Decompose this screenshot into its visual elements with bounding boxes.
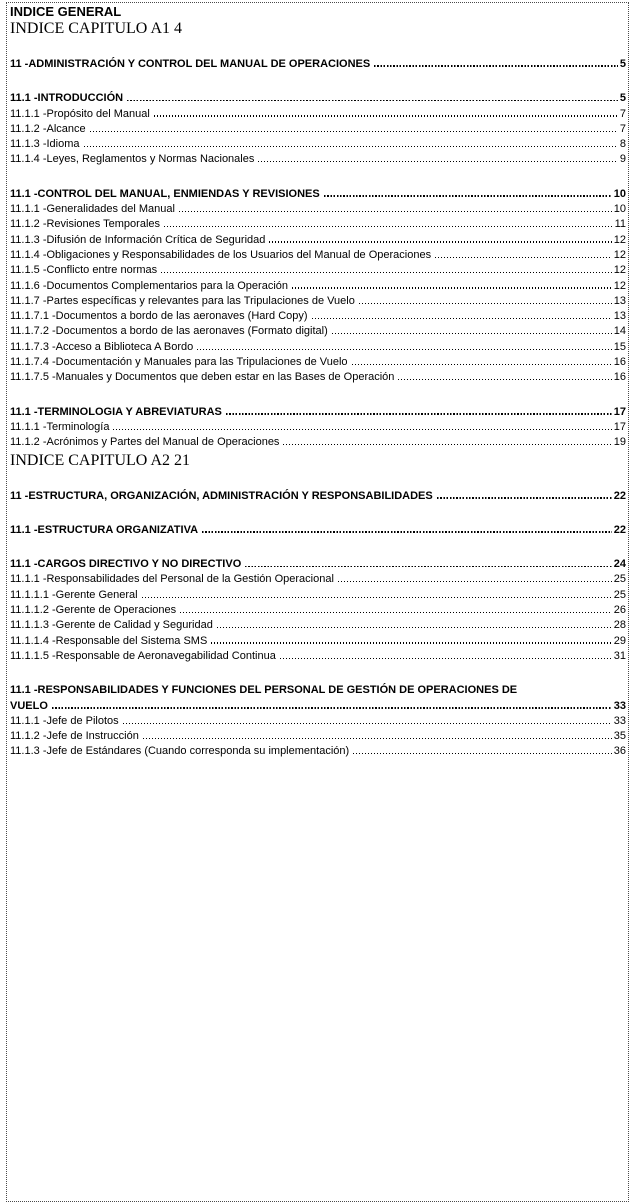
toc-entry-label: 11.1.7.5 -Manuales y Documentos que deben estar en las Bases de Operación	[10, 371, 395, 384]
toc-entry[interactable]	[10, 618, 626, 633]
toc-entry-label: 11.1.5 -Conflicto entre normas	[10, 264, 158, 277]
dotted-leader-icon	[202, 531, 612, 533]
dotted-leader-icon	[52, 707, 612, 709]
dotted-leader-icon	[180, 612, 612, 613]
toc-entry-label: 11.1.2 -Acrónimos y Partes del Manual de Operaciones	[10, 436, 280, 449]
toc-entry[interactable]	[10, 309, 626, 324]
toc-entry[interactable]	[10, 4, 626, 19]
toc-entry-page-number: 35	[613, 730, 626, 743]
text-boundary-border	[6, 2, 629, 1202]
toc-entry-label: 11.1.1 -Generalidades del Manual	[10, 203, 175, 216]
toc-entry-page-number: 14	[613, 325, 626, 338]
toc-entry[interactable]	[10, 152, 626, 167]
dotted-leader-icon	[437, 497, 612, 499]
dotted-leader-icon	[332, 333, 612, 334]
toc-entry[interactable]	[10, 370, 626, 385]
toc-entry-label: 11.1 -RESPONSABILIDADES Y FUNCIONES DEL PERSONAL DE GESTIÓN DE OPERACIONES DE	[10, 684, 518, 697]
toc-entry-page-number: 12	[613, 248, 626, 261]
toc-entry-label: 11.1.7.1 -Documentos a bordo de las aeronaves (Hard Copy)	[10, 310, 308, 323]
toc-entry-page-number: 5	[619, 58, 626, 70]
toc-entry-page-number: 19	[613, 436, 626, 449]
toc-entry-page-number: 9	[619, 153, 626, 166]
dotted-leader-icon	[283, 444, 611, 445]
toc-entry[interactable]	[10, 744, 626, 759]
toc-entry-page-number: 22	[613, 489, 626, 502]
toc-entry[interactable]	[10, 248, 626, 263]
dotted-leader-icon	[143, 738, 612, 739]
dotted-leader-icon	[359, 303, 612, 304]
toc-entry-label: 11.1.1 -Terminología	[10, 420, 110, 433]
dotted-leader-icon	[374, 65, 618, 67]
toc-entry[interactable]	[10, 355, 626, 370]
toc-entry-page-number: 7	[619, 107, 626, 120]
dotted-leader-icon	[211, 642, 611, 643]
toc-entry-label: 11.1.2 -Jefe de Instrucción	[10, 730, 139, 743]
toc-entry-label: VUELO	[10, 699, 48, 712]
toc-entry-label: 11.1.7 -Partes específicas y relevantes para las Tripulaciones de Vuelo	[10, 294, 355, 307]
toc-entry-page-number: 33	[613, 699, 626, 712]
toc-entry-label: 11.1.3 -Jefe de Estándares (Cuando corresponda su implementación)	[10, 745, 350, 758]
toc-entry[interactable]	[10, 137, 626, 152]
toc-entry-label: 11.1.1 -Jefe de Pilotos	[10, 714, 119, 727]
toc-entry-label: 11.1 -TERMINOLOGIA Y ABREVIATURAS	[10, 405, 222, 418]
toc-entry-page-number: 12	[613, 279, 626, 292]
toc-entry-page-number: 10	[613, 203, 626, 216]
dotted-leader-icon	[258, 161, 618, 162]
toc-entry[interactable]	[10, 649, 626, 664]
toc-entry[interactable]	[10, 489, 626, 504]
dotted-leader-icon	[324, 195, 612, 197]
toc-entry[interactable]	[10, 435, 626, 450]
toc-entry-page-number: 13	[613, 310, 626, 323]
toc-entry-page-number: 36	[613, 745, 626, 758]
dotted-leader-icon	[245, 566, 611, 568]
dotted-leader-icon	[226, 413, 612, 415]
dotted-leader-icon	[398, 379, 611, 380]
toc-entry[interactable]	[10, 324, 626, 339]
toc-entry-label: 11 -ADMINISTRACIÓN Y CONTROL DEL MANUAL DE OPERACIONES	[10, 58, 371, 70]
dotted-leader-icon	[142, 597, 612, 598]
toc-entry[interactable]	[10, 634, 626, 649]
toc-entry[interactable]	[10, 340, 626, 355]
dotted-leader-icon	[338, 581, 612, 582]
toc-entry-label: 11.1.2 -Alcance	[10, 122, 86, 135]
toc-entry-label: 11.1 -ESTRUCTURA ORGANIZATIVA	[10, 523, 199, 536]
toc-entry-label: 11.1.7.3 -Acceso a Biblioteca A Bordo	[10, 340, 194, 353]
toc-entry-label: 11.1.3 -Idioma	[10, 138, 80, 151]
toc-entry-page-number: 7	[619, 122, 626, 135]
toc-entry-page-number: 22	[613, 523, 626, 536]
toc-entry-page-number: 28	[613, 619, 626, 632]
toc-entry[interactable]	[10, 122, 626, 137]
dotted-leader-icon	[292, 287, 612, 288]
toc-entry-label: 11.1.6 -Documentos Complementarios para la Operación	[10, 279, 288, 292]
toc-entry-page-number: 33	[613, 714, 626, 727]
toc-entry-label: 11.1.1.5 -Responsable de Aeronavegabilidad Continua	[10, 649, 276, 662]
dotted-leader-icon	[269, 241, 611, 242]
dotted-leader-icon	[113, 429, 611, 430]
toc-entry[interactable]	[10, 523, 626, 538]
dotted-leader-icon	[164, 226, 613, 227]
toc-entry[interactable]	[10, 233, 626, 248]
toc-entry-label: 11.1.4 -Obligaciones y Responsabilidades de los Usuarios del Manual de Operaciones	[10, 248, 432, 261]
toc-entry-label: 11.1.3 -Difusión de Información Crítica de Seguridad	[10, 233, 266, 246]
toc-entry-label: 11.1.1.2 -Gerente de Operaciones	[10, 604, 177, 617]
toc-entry-page-number: 8	[619, 138, 626, 151]
toc-entry-label: 11 -ESTRUCTURA, ORGANIZACIÓN, ADMINISTRACIÓN Y RESPONSABILIDADES	[10, 489, 433, 502]
toc-entry[interactable]	[10, 57, 626, 72]
toc-entry-label: 11.1.1 -Responsabilidades del Personal de la Gestión Operacional	[10, 573, 334, 586]
toc-entry-label: 11.1.1.3 -Gerente de Calidad y Seguridad	[10, 619, 213, 632]
dotted-leader-icon	[161, 272, 612, 273]
toc-entry[interactable]	[10, 263, 626, 278]
toc-entry-label: 11.1.7.4 -Documentación y Manuales para las Tripulaciones de Vuelo	[10, 356, 348, 369]
toc-entry[interactable]	[10, 217, 626, 232]
toc-entry-page-number: 15	[613, 340, 626, 353]
toc-entry[interactable]	[10, 279, 626, 294]
toc-entry-page-number: 24	[613, 558, 626, 571]
toc-entry[interactable]	[10, 603, 626, 618]
toc-entry[interactable]	[10, 683, 626, 698]
toc-entry[interactable]	[10, 572, 626, 587]
toc-entry-label: INDICE CAPITULO A2 21	[10, 451, 190, 469]
toc-entry-page-number: 10	[613, 187, 626, 200]
dotted-leader-icon	[123, 723, 612, 724]
dotted-leader-icon	[127, 100, 618, 102]
toc-entry[interactable]	[10, 714, 626, 729]
toc-entry[interactable]	[10, 420, 626, 435]
toc-entry[interactable]	[10, 451, 626, 470]
toc-entry-page-number: 12	[613, 233, 626, 246]
toc-entry-page-number: 31	[613, 649, 626, 662]
dotted-leader-icon	[84, 146, 618, 147]
toc-entry-page-number: 5	[619, 92, 626, 105]
table-of-contents	[10, 4, 626, 760]
toc-entry-page-number: 16	[613, 356, 626, 369]
toc-entry-page-number: 12	[613, 264, 626, 277]
toc-entry[interactable]	[10, 588, 626, 603]
toc-entry[interactable]	[10, 557, 626, 572]
toc-entry[interactable]	[10, 91, 626, 106]
toc-entry-page-number: 29	[613, 634, 626, 647]
toc-entry-page-number: 25	[613, 588, 626, 601]
toc-entry[interactable]	[10, 107, 626, 122]
toc-entry-page-number: 16	[613, 371, 626, 384]
toc-entry-page-number: 11	[614, 218, 626, 231]
toc-entry-page-number: 13	[613, 294, 626, 307]
toc-entry-page-number: 26	[613, 604, 626, 617]
toc-entry-label: 11.1.1.4 -Responsable del Sistema SMS	[10, 634, 208, 647]
toc-entry[interactable]	[10, 729, 626, 744]
dotted-leader-icon	[197, 349, 612, 350]
toc-entry-page-number: 17	[613, 420, 626, 433]
dotted-leader-icon	[280, 658, 612, 659]
dotted-leader-icon	[312, 318, 612, 319]
toc-entry-label: INDICE GENERAL	[10, 4, 122, 19]
dotted-leader-icon	[90, 131, 618, 132]
toc-entry[interactable]	[10, 405, 626, 420]
toc-entry-label: 11.1.1.1 -Gerente General	[10, 588, 138, 601]
toc-entry-label: 11.1 -INTRODUCCIÓN	[10, 92, 124, 105]
toc-entry-label: INDICE CAPITULO A1 4	[10, 20, 182, 37]
toc-entry-label: 11.1 -CARGOS DIRECTIVO Y NO DIRECTIVO	[10, 558, 242, 571]
toc-entry-label: 11.1.2 -Revisiones Temporales	[10, 218, 161, 231]
toc-entry-label: 11.1.7.2 -Documentos a bordo de las aeronaves (Formato digital)	[10, 325, 328, 338]
dotted-leader-icon	[435, 257, 612, 258]
toc-entry-label: 11.1 -CONTROL DEL MANUAL, ENMIENDAS Y REVISIONES	[10, 187, 320, 200]
dotted-leader-icon	[179, 211, 612, 212]
toc-entry[interactable]	[10, 294, 626, 309]
toc-entry[interactable]	[10, 187, 626, 202]
toc-entry[interactable]	[10, 19, 626, 38]
toc-entry-page-number: 25	[613, 573, 626, 586]
toc-entry-label: 11.1.4 -Leyes, Reglamentos y Normas Nacionales	[10, 153, 255, 166]
toc-entry-page-number: 17	[613, 405, 626, 418]
toc-entry[interactable]	[10, 202, 626, 217]
dotted-leader-icon	[352, 364, 612, 365]
toc-entry-label: 11.1.1 -Propósito del Manual	[10, 107, 150, 120]
toc-entry[interactable]	[10, 699, 626, 714]
dotted-leader-icon	[217, 627, 612, 628]
dotted-leader-icon	[154, 115, 618, 116]
